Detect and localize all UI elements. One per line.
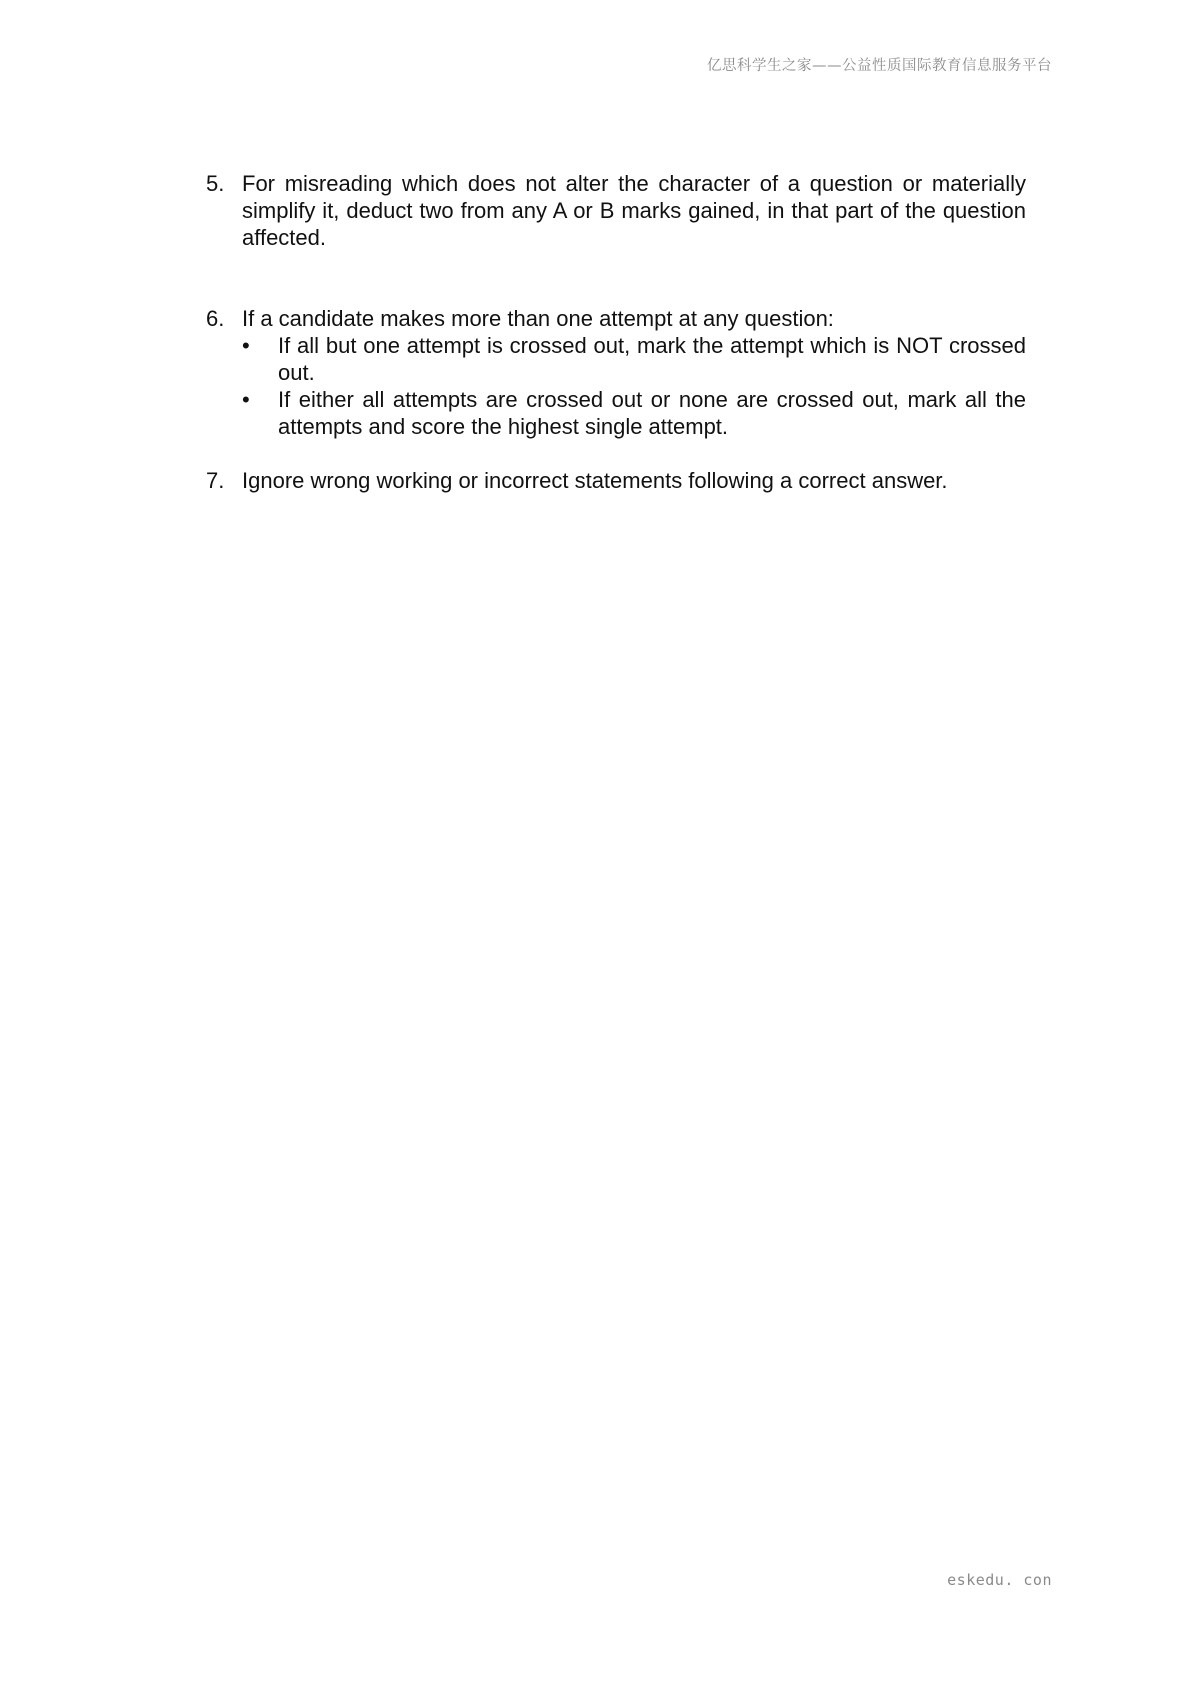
bullet-text: If either all attempts are crossed out or none are crossed out, mark all the attempts and score the highest single attempt. <box>278 387 1026 439</box>
marking-instructions <box>206 170 1026 494</box>
instruction-item-5 <box>206 170 1026 251</box>
item-text: If a candidate makes more than one attempt at any question: <box>242 306 834 331</box>
list-item <box>206 386 1026 440</box>
item-content <box>242 305 1026 332</box>
item-text: Ignore wrong working or incorrect statements following a correct answer. <box>242 468 948 493</box>
bullet-icon: • <box>242 333 250 358</box>
item-text: For misreading which does not alter the character of a question or materially simplify it, deduct two from any A or B marks gained, in that part of the question affected. <box>242 171 1026 250</box>
list-item <box>206 332 1026 386</box>
bullet-text: If all but one attempt is crossed out, mark the attempt which is NOT crossed out. <box>278 333 1026 385</box>
bullet-list <box>206 332 1026 440</box>
instruction-item-7 <box>206 467 1026 494</box>
item-number: 6. <box>206 306 225 331</box>
footer-watermark: eskedu. con <box>947 1571 1052 1589</box>
instruction-item-6 <box>206 305 1026 332</box>
item-number: 7. <box>206 468 225 493</box>
header-watermark: 亿思科学生之家——公益性质国际教育信息服务平台 <box>707 58 1052 74</box>
item-number: 5. <box>206 171 225 196</box>
bullet-icon: • <box>242 387 250 412</box>
